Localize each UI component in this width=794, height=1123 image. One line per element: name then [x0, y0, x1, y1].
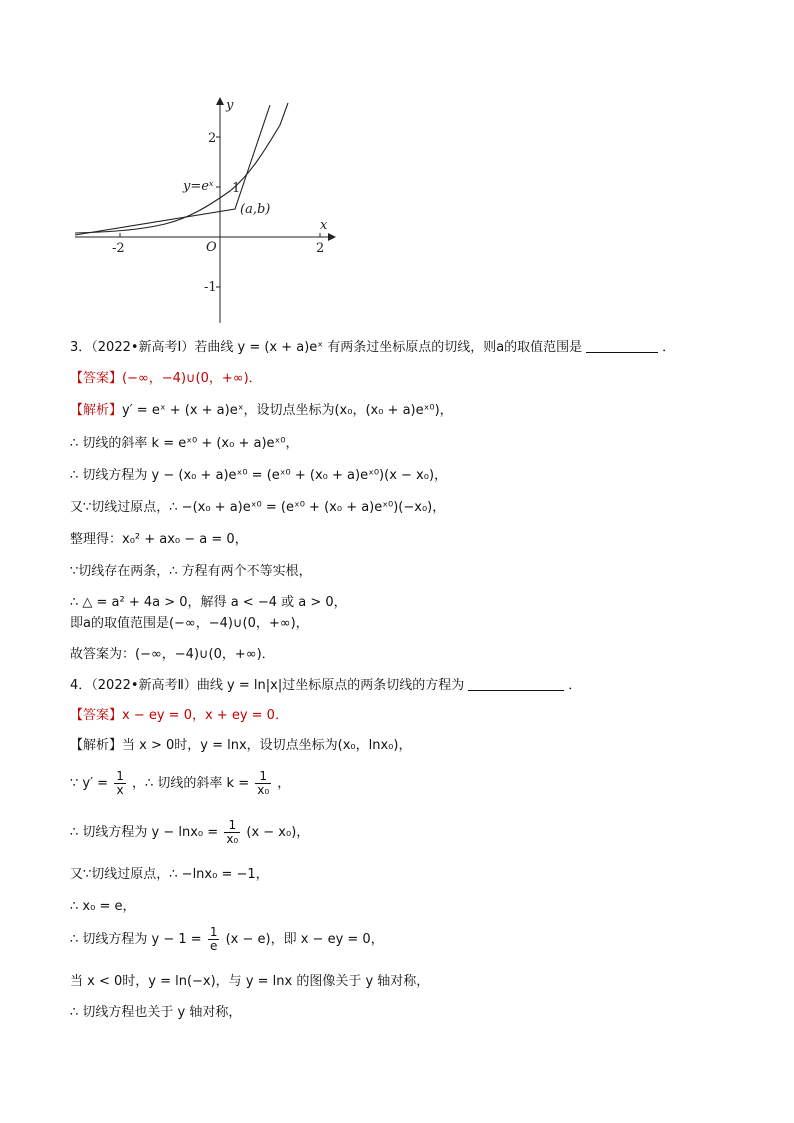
- problem-4-solution-3: ∴ 切线方程为 y − lnx₀ = $\frac{1}{\text{x₀}}$ (x − x₀)，: [70, 818, 310, 846]
- problem-4-solution-6: ∴ 切线方程为 y − 1 = $\frac{1}{e}$ (x − e)，即 x − ey = 0，: [70, 925, 384, 953]
- problem-3-solution-5: 整理得：x₀² + ax₀ − a = 0，: [70, 532, 248, 547]
- point-label: (a,b): [240, 202, 271, 217]
- problem-4-answer: 【答案】x − ey = 0，x + ey = 0．: [70, 708, 288, 723]
- problem-4-solution-5: ∴ x₀ = e，: [70, 899, 136, 914]
- x-axis-label: x: [320, 218, 328, 233]
- problem-3-answer: 【答案】(−∞，−4)∪(0，+∞)．: [70, 371, 262, 386]
- exponential-tangent-graph: [70, 95, 340, 330]
- problem-3-solution-2: ∴ 切线的斜率 k = eˣ⁰ + (x₀ + a)eˣ⁰，: [70, 436, 299, 451]
- y-axis-label: y: [226, 98, 234, 113]
- x-axis-arrow: [328, 233, 336, 241]
- problem-4-solution-4: 又∵切线过原点，∴ −lnx₀ = −1，: [70, 867, 269, 882]
- problem-4-question: 4．（2022•新高考Ⅱ）曲线 y = ln|x|过坐标原点的两条切线的方程为 ．: [70, 678, 582, 693]
- answer-blank-4: [468, 676, 564, 691]
- problem-3-solution-4: 又∵切线过原点，∴ −(x₀ + a)eˣ⁰ = (eˣ⁰ + (x₀ + a)eˣ⁰)(−x₀)，: [70, 500, 446, 515]
- origin-label: O: [206, 240, 217, 255]
- problem-3-solution-6: ∵切线存在两条，∴ 方程有两个不等实根，: [70, 564, 312, 579]
- problem-3-solution-8: 即a的取值范围是(−∞，−4)∪(0，+∞)，: [70, 616, 309, 631]
- problem-3-solution-9: 故答案为：(−∞，−4)∪(0，+∞)．: [70, 647, 275, 662]
- problem-4-solution-7: 当 x < 0时，y = ln(−x)，与 y = lnx 的图像关于 y 轴对称，: [70, 974, 430, 989]
- tick-y1: 1: [232, 181, 241, 196]
- problem-3-question: 3．（2022•新高考Ⅰ）若曲线 y = (x + a)eˣ 有两条过坐标原点的切线，则a的取值范围是 ．: [70, 340, 676, 355]
- problem-4-solution-8: ∴ 切线方程也关于 y 轴对称，: [70, 1005, 242, 1020]
- answer-blank-3: [586, 338, 658, 353]
- tick-ym1: -1: [204, 280, 217, 295]
- problem-3-solution-7: ∴ △ = a² + 4a > 0，解得 a < −4 或 a > 0，: [70, 595, 347, 610]
- tick-x2: 2: [316, 241, 325, 256]
- problem-3-solution-3: ∴ 切线方程为 y − (x₀ + a)eˣ⁰ = (eˣ⁰ + (x₀ + a)eˣ⁰)(x − x₀)，: [70, 468, 448, 483]
- fraction-1-over-e: $\frac{1}{e}$: [209, 925, 218, 953]
- tick-y2: 2: [208, 131, 217, 146]
- problem-4-solution-2: ∵ y′ = $\frac{1}{x}$ ，∴ 切线的斜率 k = $\frac{1}{\text{x₀}}$ ，: [70, 769, 291, 797]
- problem-4-solution-1: 【解析】当 x > 0时，y = lnx，设切点坐标为(x₀，lnx₀)，: [70, 738, 412, 753]
- y-axis-arrow: [216, 97, 224, 105]
- curve-label: y=eˣ: [183, 179, 214, 194]
- fraction-1-over-x0: $\frac{1}{\text{x₀}}$: [257, 769, 270, 797]
- tick-xm2: -2: [112, 241, 125, 256]
- problem-3-solution-1: 【解析】y′ = eˣ + (x + a)eˣ，设切点坐标为(x₀，(x₀ + a)eˣ⁰)，: [70, 403, 453, 418]
- fraction-1-over-x: $\frac{1}{x}$: [116, 769, 124, 797]
- fraction-1-over-x0-b: $\frac{1}{\text{x₀}}$: [226, 818, 239, 846]
